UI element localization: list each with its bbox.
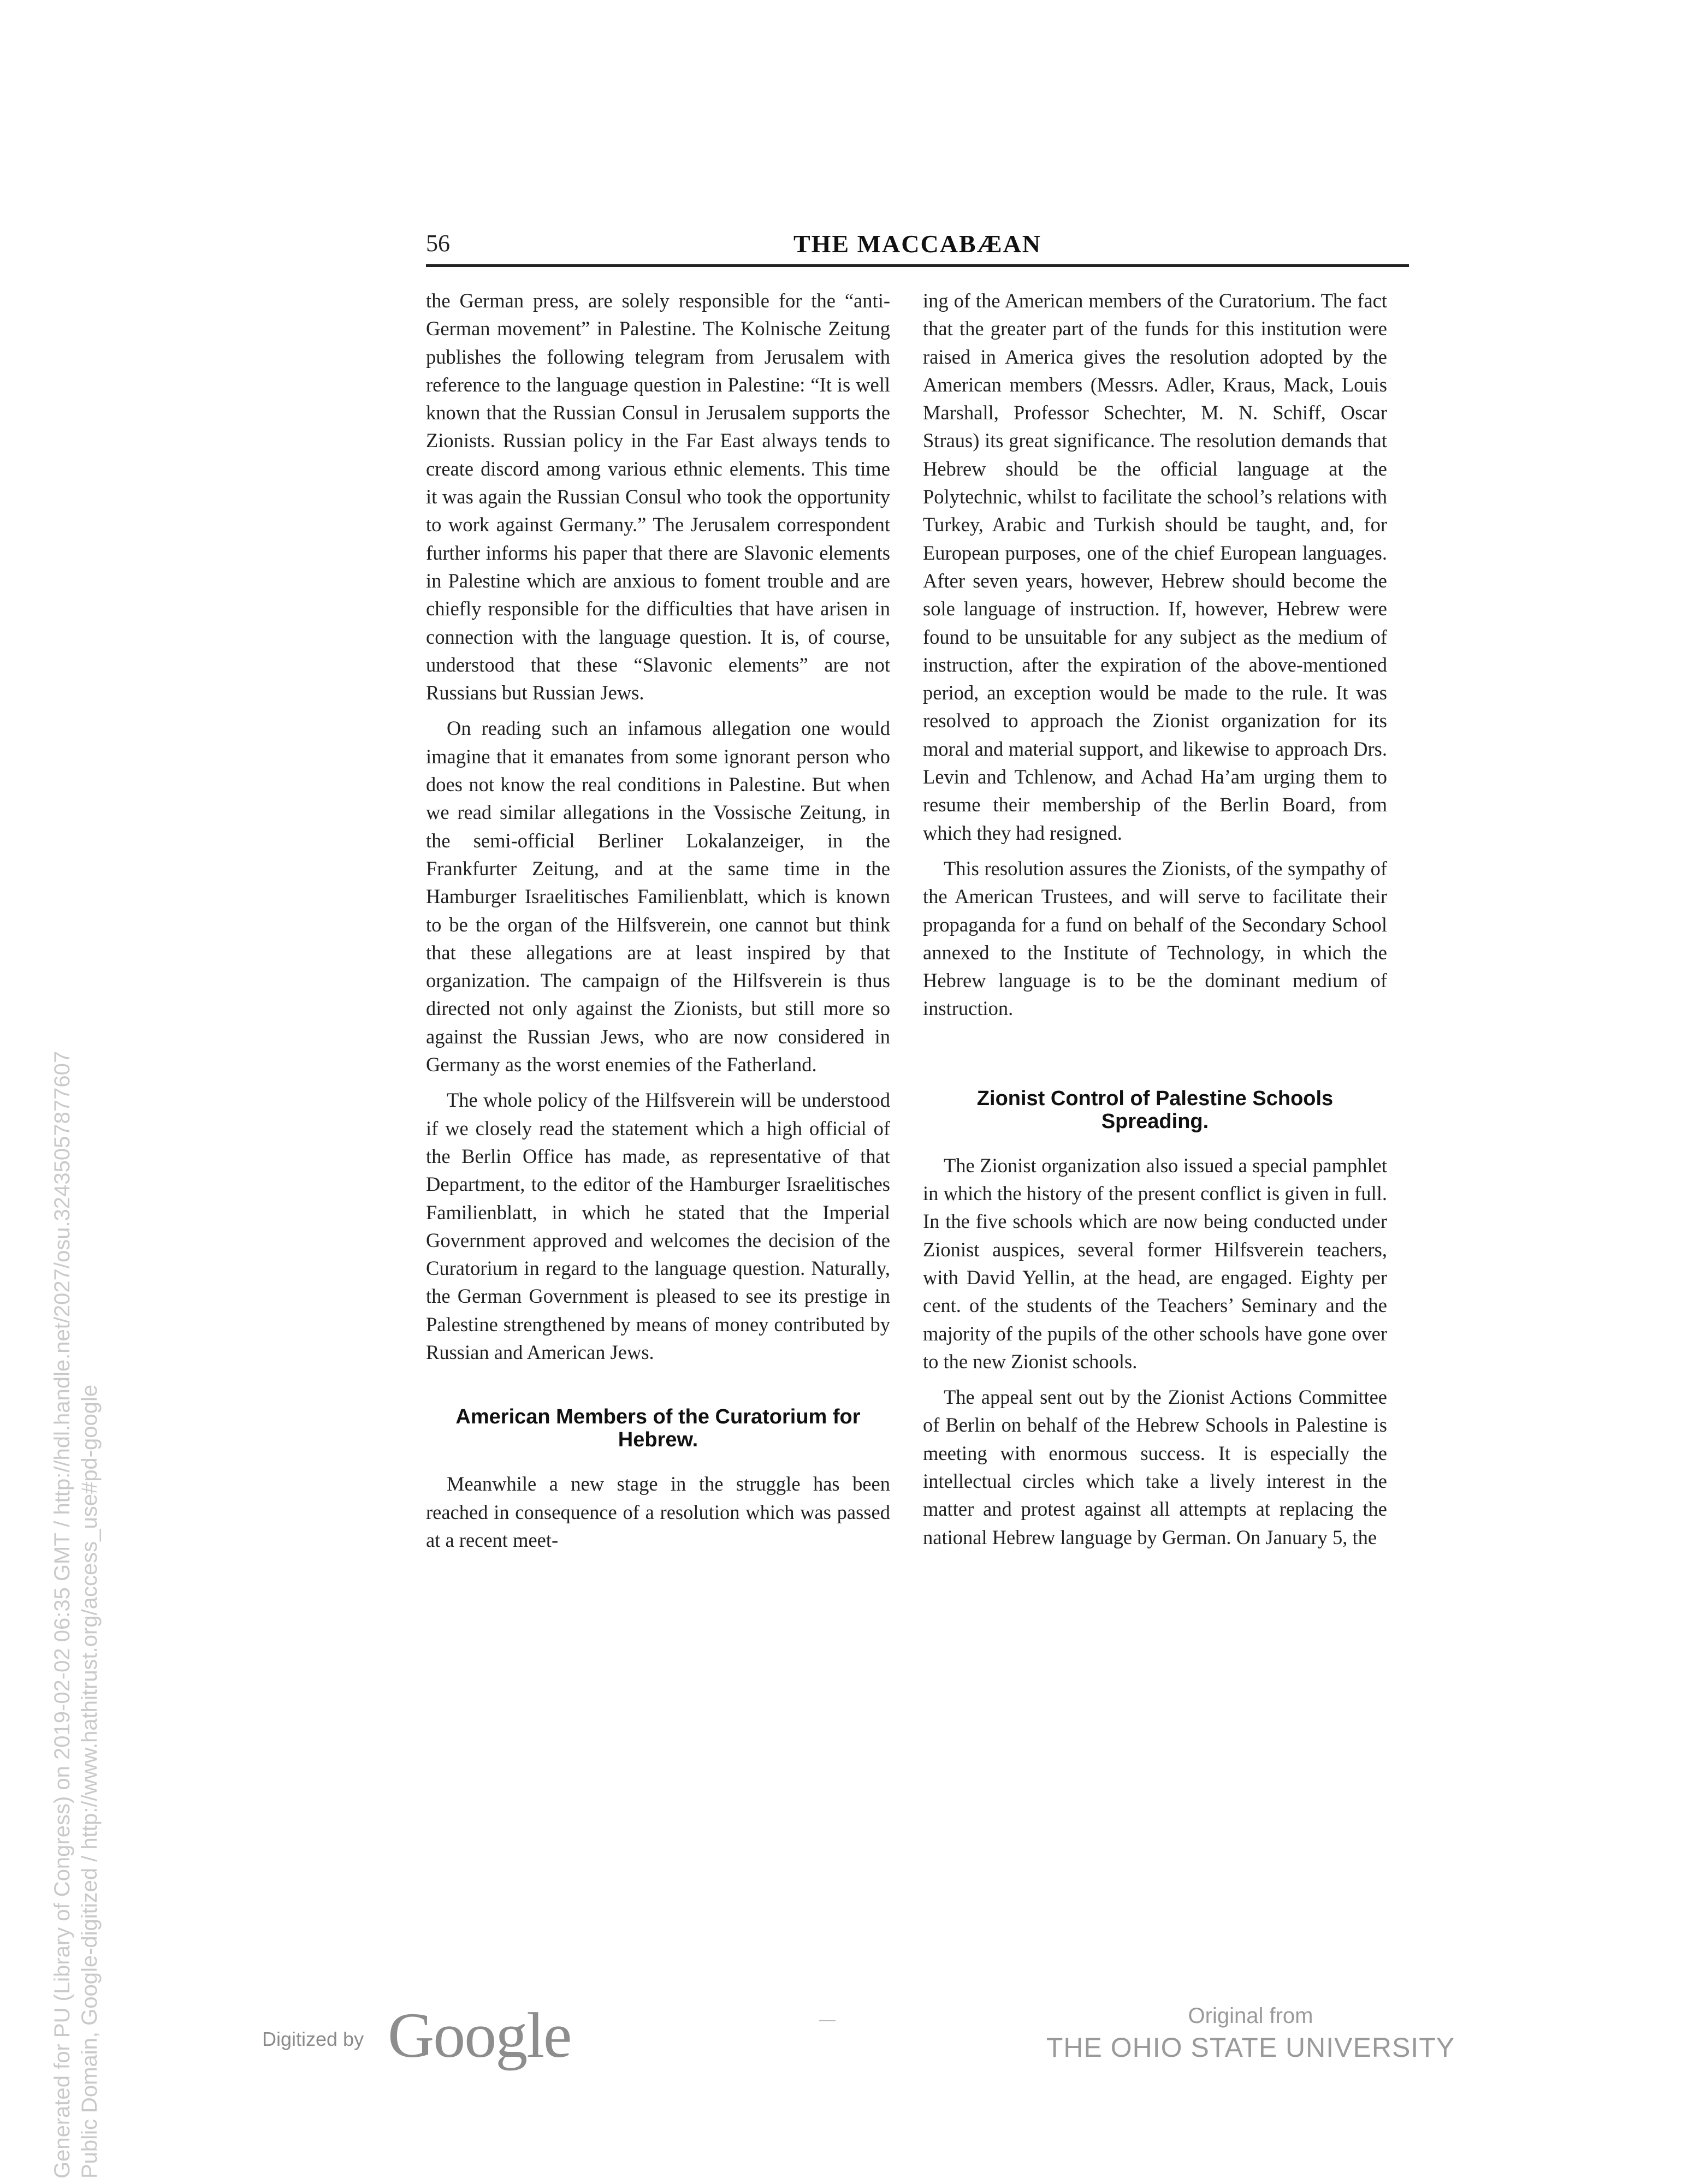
- paragraph: The appeal sent out by the Zionist Actions Committee of Berlin on behalf of the Hebrew Schools in Palestine is meeting with enormous success. It is especially the intellectual circles which take a lively interest in the matter and protest against all attempts at replacing the national Hebrew language by German. On January 5, the: [923, 1386, 1387, 1548]
- google-logo: Google: [388, 1999, 571, 2071]
- paragraph: On reading such an infamous allegation one would imagine that it emanates from some ignorant person who does not know the real conditions in Palestine. But when we read similar allegations in the Vossische Zeitung, in the semi-official Berliner Lokalanzeiger, in the Frankfurter Zeitung, and at the same time in the Hamburger Israelitisches Familienblatt, which is known to be the organ of the Hilfsverein, one cannot but think that these allegations are at least inspired by that organization. The campaign of the Hilfsverein is thus directed not only against the Zionists, but still more so against the Russian Jews, who are now considered in Germany as the worst enemies of the Fatherland.: [426, 717, 890, 1076]
- original-from-label: Original from: [1188, 2004, 1313, 2028]
- section-heading: Zionist Control of Palestine Schools Spreading.: [976, 1087, 1334, 1133]
- digitized-by-google: [262, 1998, 601, 2069]
- right-column: [923, 287, 1387, 1551]
- paragraph: Meanwhile a new stage in the struggle has been reached in consequence of a resolution which was passed at a recent meet-: [426, 1473, 890, 1551]
- page-number: 56: [426, 230, 450, 257]
- paragraph: ing of the American members of the Curatorium. The fact that the greater part of the funds for this institution were raised in America gives the resolution adopted by the American members (Messrs. Adler, Kraus, Mack, Louis Marshall, Professor Schechter, M. N. Schiff, Oscar Straus) its great significance. The resolution demands that Hebrew should be the official language at the Polytechnic, whilst to facilitate the school’s relations with Turkey, Arabic and Turkish should be taught, and, for European purposes, one of the chief European languages. After seven years, however, Hebrew should become the sole language of instruction. If, however, Hebrew were found to be unsuitable for any subject as the medium of instruction, after the expiration of the above-mentioned period, an exception would be made to the rule. It was resolved to approach the Zionist organization for its moral and material support, and likewise to approach Drs. Levin and Tchlenow, and Achad Ha’am urging them to resume their membership of the Berlin Board, from which they had resigned.: [923, 289, 1387, 844]
- original-from-block: [1027, 2001, 1474, 2064]
- paragraph: The Zionist organization also issued a special pamphlet in which the history of the present conflict is given in full. In the five schools which are now being conducted under Zionist auspices, several former Hilfsverein teachers, with David Yellin, at the head, are engaged. Eighty per cent. of the students of the Teachers’ Seminary and the majority of the pupils of the other schools have gone over to the new Zionist schools.: [923, 1154, 1387, 1373]
- section-heading: American Members of the Curatorium for Hebrew.: [455, 1405, 861, 1452]
- watermark-line-1: Generated for PU (Library of Congress) on 2019-02-02 06:35 GMT / http://hdl.handle.net/2027/osu.32435057877607: [50, 1051, 74, 2179]
- footer-dash: [819, 2020, 836, 2021]
- running-title: THE MACCABÆAN: [793, 230, 1042, 258]
- watermark-line-2: Public Domain, Google-digitized / http://www.hathitrust.org/access_use#pd-google: [78, 1384, 102, 2179]
- header-rule: [426, 264, 1409, 267]
- institution-label: THE OHIO STATE UNIVERSITY: [1046, 2032, 1455, 2063]
- paragraph: This resolution assures the Zionists, of the sympathy of the American Trustees, and will serve to facilitate their propaganda for a fund on behalf of the Secondary School annexed to the Institute of Technology, in which the Hebrew language is to be the dominant medium of instruction.: [923, 857, 1387, 1020]
- watermark-sidebar: [0, 0, 104, 2184]
- digitized-by-label: Digitized by: [262, 2028, 364, 2050]
- paragraph: the German press, are solely responsible for the “anti-German movement” in Palestine. The Kolnische Zeitung publishes the following telegram from Jerusalem with reference to the language question in Palestine: “It is well known that the Russian Consul in Jerusalem supports the Zionists. Russian policy in the Far East always tends to create discord among various ethnic elements. This time it was again the Russian Consul who took the opportunity to work against Germany.” The Jerusalem correspondent further informs his paper that there are Slavonic elements in Palestine which are anxious to foment trouble and are chiefly responsible for the difficulties that have arisen in connection with the language question. It is, of course, understood that these “Slavonic elements” are not Russians but Russian Jews.: [426, 289, 890, 704]
- paragraph: The whole policy of the Hilfsverein will be understood if we closely read the statement which a high official of the Berlin Office has made, as representative of that Department, to the editor of the Hamburger Israelitisches Familienblatt, in which he stated that the Imperial Government approved and welcomes the decision of the Curatorium in regard to the language question. Naturally, the German Government is pleased to see its prestige in Palestine strengthened by means of money contributed by Russian and American Jews.: [426, 1089, 890, 1363]
- left-column: [426, 287, 890, 1554]
